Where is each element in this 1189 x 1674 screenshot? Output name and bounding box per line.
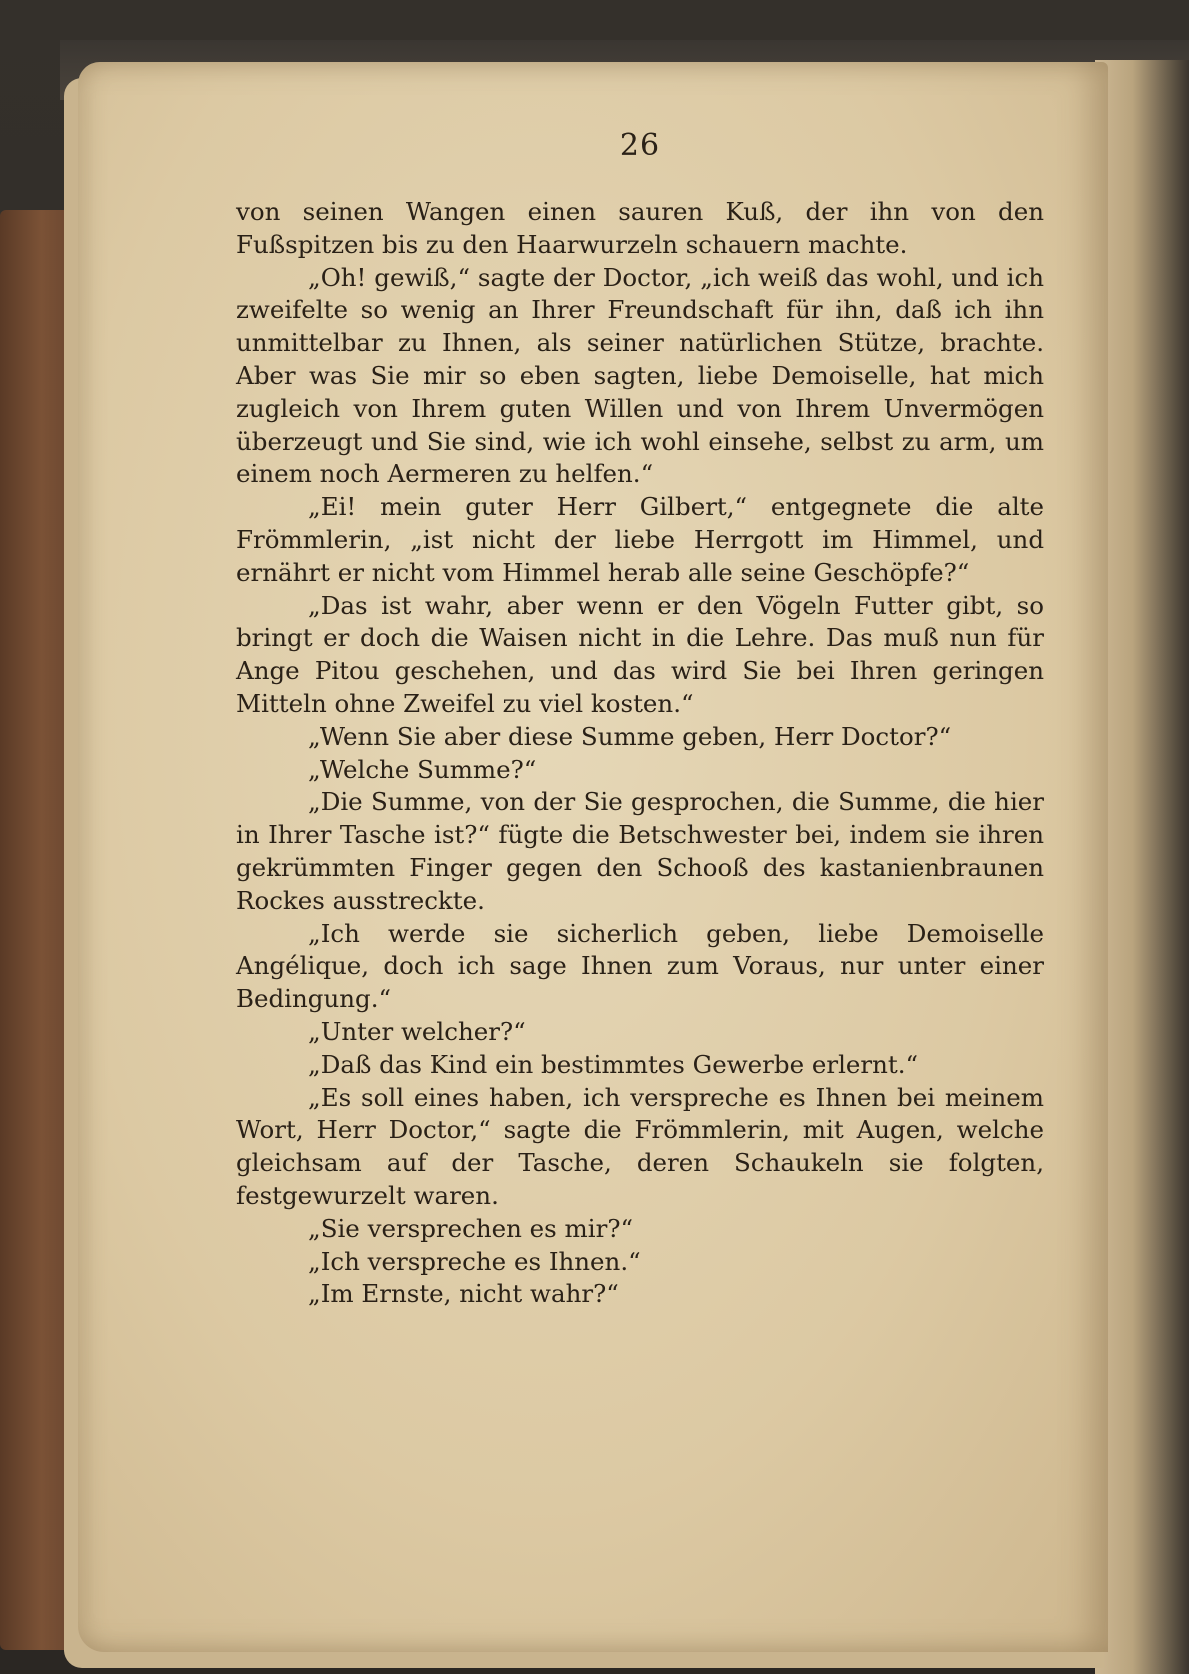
paragraph: von seinen Wangen einen sauren Kuß, der ihn von den Fußspitzen bis zu den Haarwurzeln schauern machte.: [236, 197, 1044, 259]
paragraph: „Welche Summe?“: [308, 754, 537, 784]
paragraph: „Unter welcher?“: [308, 1016, 526, 1046]
paragraph: „Ich verspreche es Ihnen.“: [308, 1246, 641, 1276]
paragraph: „Das ist wahr, aber wenn er den Vögeln Futter gibt, so bringt er doch die Waisen nicht in die Lehre. Das muß nun für Ange Pitou geschehen, und das wird Sie bei Ihren geringen Mitteln ohne Zweifel zu viel kosten.“: [236, 590, 1044, 718]
paragraph: „Wenn Sie aber diese Summe geben, Herr Doctor?“: [308, 721, 952, 751]
page-number: 26: [619, 128, 661, 163]
paragraph: „Oh! gewiß,“ sagte der Doctor, „ich weiß das wohl, und ich zweifelte so wenig an Ihrer Freundschaft für ihn, daß ich ihn unmittelbar zu Ihnen, als seiner natürlichen Stütze, brachte. Aber was Sie mir so eben sagten, liebe Demoiselle, hat mich zugleich von Ihrem guten Willen und von Ihrem Unvermögen überzeugt und Sie sind, wie ich wohl einsehe, selbst zu arm, um einem noch Aermeren zu helfen.“: [236, 262, 1044, 489]
paragraph: „Daß das Kind ein bestimmtes Gewerbe erlernt.“: [308, 1049, 919, 1079]
paragraph: „Im Ernste, nicht wahr?“: [308, 1279, 619, 1309]
page-text: [236, 196, 1044, 1311]
paragraph: „Sie versprechen es mir?“: [308, 1213, 633, 1243]
paragraph: „Die Summe, von der Sie gesprochen, die Summe, die hier in Ihrer Tasche ist?“ fügte die Betschwester bei, indem sie ihren gekrümmten Finger gegen den Schooß des kastanienbraunen Rockes ausstreckte.: [236, 787, 1044, 915]
paragraph: „Es soll eines haben, ich verspreche es Ihnen bei meinem Wort, Herr Doctor,“ sagte die Frömmlerin, mit Augen, welche gleichsam auf der Tasche, deren Schaukeln sie folgten, festgewurzelt waren.: [236, 1082, 1044, 1210]
facing-page-edge: [1095, 60, 1189, 1674]
paragraph: „Ich werde sie sicherlich geben, liebe Demoiselle Angélique, doch ich sage Ihnen zum Voraus, nur unter einer Bedingung.“: [236, 918, 1044, 1014]
paragraph: „Ei! mein guter Herr Gilbert,“ entgegnete die alte Frömmlerin, „ist nicht der liebe Herrgott im Himmel, und ernährt er nicht vom Himmel herab alle seine Geschöpfe?“: [236, 492, 1044, 587]
